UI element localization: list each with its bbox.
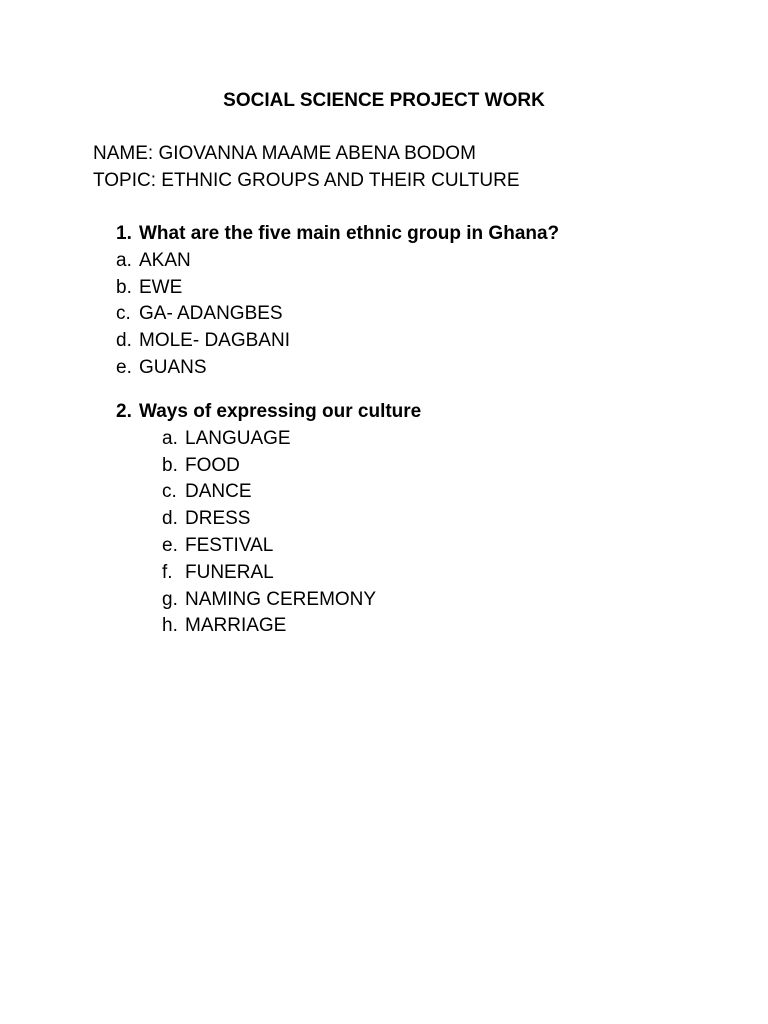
list-item	[162, 453, 421, 480]
question-1-number: 1.	[116, 223, 132, 244]
question-1-answers	[116, 248, 559, 382]
list-item	[116, 301, 559, 328]
list-item-text: GA- ADANGBES	[139, 303, 283, 325]
list-item	[162, 426, 421, 453]
list-item-text: AKAN	[139, 249, 191, 271]
question-2-number: 2.	[116, 401, 132, 422]
name-line: NAME: GIOVANNA MAAME ABENA BODOM	[93, 143, 476, 164]
list-item	[116, 355, 559, 382]
list-marker: e.	[116, 356, 132, 378]
question-1	[116, 221, 559, 382]
list-item-text: EWE	[139, 276, 183, 298]
list-item-text: DANCE	[185, 481, 252, 503]
list-marker: e.	[162, 534, 178, 556]
list-marker: d.	[162, 508, 178, 530]
list-item-text: GUANS	[139, 356, 207, 378]
list-item-text: NAMING CEREMONY	[185, 588, 377, 610]
list-item-text: FOOD	[185, 454, 240, 476]
question-2-heading	[116, 399, 421, 426]
list-marker: f.	[162, 561, 173, 583]
list-item	[162, 613, 421, 640]
list-item	[116, 328, 559, 355]
list-marker: a.	[162, 427, 178, 449]
list-item-text: MARRIAGE	[185, 615, 287, 637]
document-title: SOCIAL SCIENCE PROJECT WORK	[223, 90, 545, 111]
list-item-text: FUNERAL	[185, 561, 274, 583]
list-marker: b.	[116, 276, 132, 298]
list-marker: a.	[116, 249, 132, 271]
list-item-text: LANGUAGE	[185, 427, 291, 449]
question-2-text: Ways of expressing our culture	[139, 401, 422, 422]
list-item	[162, 506, 421, 533]
list-marker: g.	[162, 588, 178, 610]
list-item-text: FESTIVAL	[185, 534, 274, 556]
list-item	[162, 533, 421, 560]
question-1-text: What are the five main ethnic group in Ghana?	[139, 223, 560, 244]
question-2-answers	[162, 426, 421, 640]
list-item	[116, 275, 559, 302]
list-marker: d.	[116, 330, 132, 352]
question-1-heading	[116, 221, 559, 248]
topic-line: TOPIC: ETHNIC GROUPS AND THEIR CULTURE	[93, 169, 520, 191]
list-marker: h.	[162, 615, 178, 637]
list-item	[162, 560, 421, 587]
list-marker: c.	[162, 481, 177, 503]
list-marker: c.	[116, 303, 131, 325]
question-2	[116, 399, 421, 640]
list-item	[162, 479, 421, 506]
list-item-text: MOLE- DAGBANI	[139, 330, 290, 352]
list-marker: b.	[162, 454, 178, 476]
list-item	[162, 587, 421, 614]
list-item-text: DRESS	[185, 508, 251, 530]
list-item	[116, 248, 559, 275]
student-info	[93, 141, 520, 195]
